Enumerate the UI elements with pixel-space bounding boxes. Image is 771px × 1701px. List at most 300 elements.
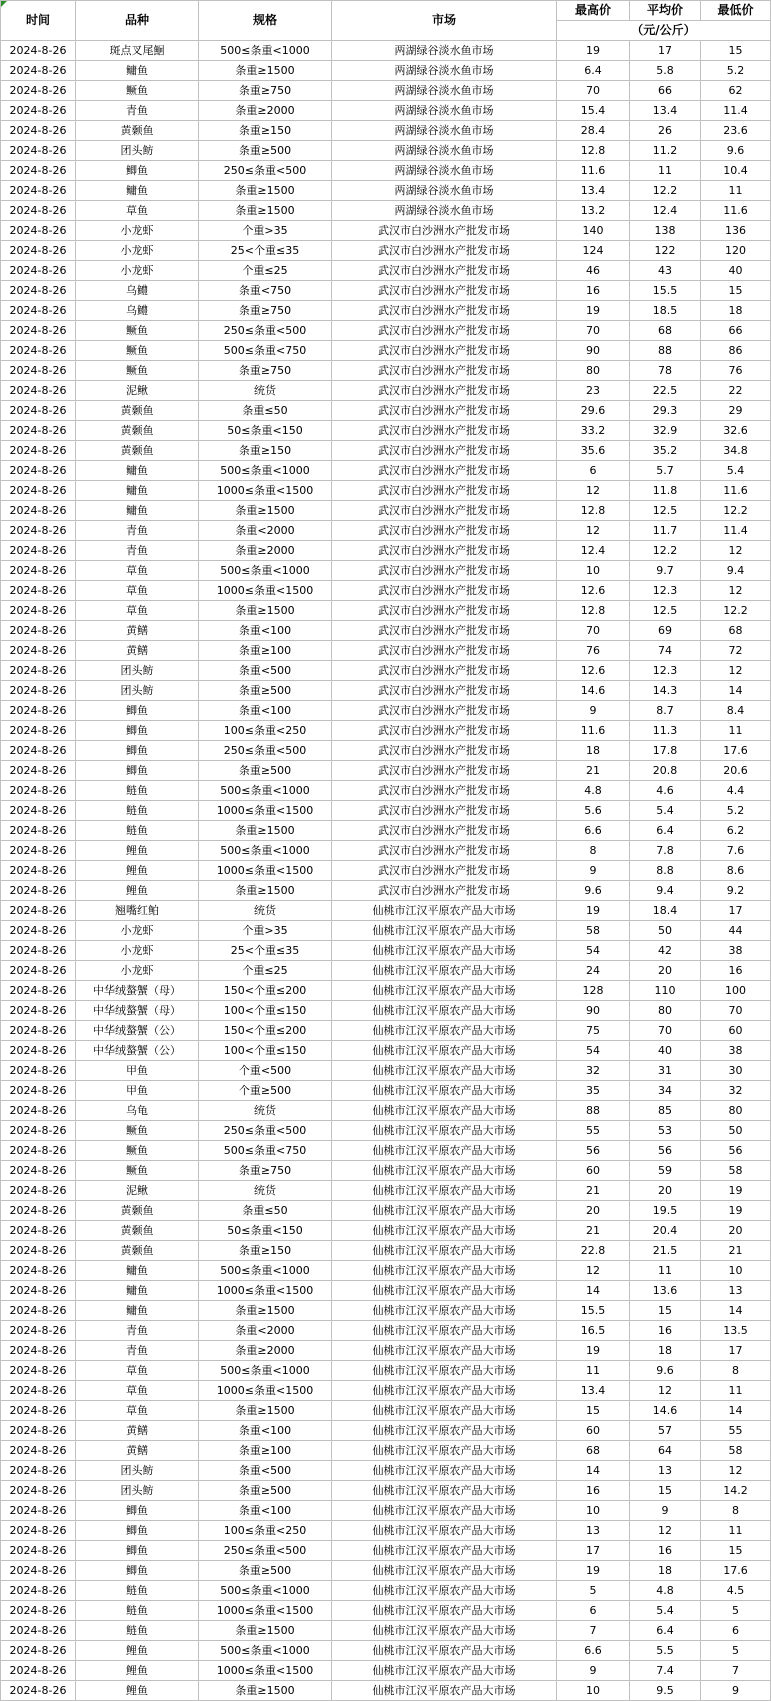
cell-avg-price: 138: [630, 221, 701, 241]
cell-variety: 小龙虾: [76, 261, 199, 281]
cell-min-price: 11: [701, 721, 771, 741]
cell-avg-price: 110: [630, 981, 701, 1001]
cell-market: 仙桃市江汉平原农产品大市场: [332, 1641, 557, 1661]
cell-min-price: 8: [701, 1501, 771, 1521]
cell-avg-price: 9.7: [630, 561, 701, 581]
cell-avg-price: 18: [630, 1341, 701, 1361]
cell-min-price: 14: [701, 1401, 771, 1421]
cell-variety: 中华绒螯蟹（母）: [76, 981, 199, 1001]
cell-time: 2024-8-26: [1, 1061, 76, 1081]
cell-variety: 鳜鱼: [76, 1141, 199, 1161]
cell-time: 2024-8-26: [1, 261, 76, 281]
table-row: [1, 741, 771, 761]
cell-avg-price: 15: [630, 1481, 701, 1501]
cell-max-price: 6.6: [557, 821, 630, 841]
cell-variety: 草鱼: [76, 201, 199, 221]
cell-time: 2024-8-26: [1, 161, 76, 181]
cell-market: 武汉市白沙洲水产批发市场: [332, 761, 557, 781]
cell-time: 2024-8-26: [1, 561, 76, 581]
cell-min-price: 68: [701, 621, 771, 641]
cell-time: 2024-8-26: [1, 801, 76, 821]
cell-avg-price: 68: [630, 321, 701, 341]
cell-avg-price: 26: [630, 121, 701, 141]
cell-time: 2024-8-26: [1, 1141, 76, 1161]
cell-spec: 500≤条重<1000: [199, 461, 332, 481]
cell-market: 仙桃市江汉平原农产品大市场: [332, 1101, 557, 1121]
cell-variety: 草鱼: [76, 1401, 199, 1421]
cell-time: 2024-8-26: [1, 1681, 76, 1701]
cell-spec: 条重<500: [199, 661, 332, 681]
cell-time: 2024-8-26: [1, 81, 76, 101]
table-row: [1, 1421, 771, 1441]
header-row: [1, 1, 771, 21]
cell-market: 仙桃市江汉平原农产品大市场: [332, 1041, 557, 1061]
cell-min-price: 29: [701, 401, 771, 421]
cell-avg-price: 12.2: [630, 181, 701, 201]
header-unit: （元/公斤）: [557, 21, 771, 41]
table-row: [1, 781, 771, 801]
cell-market: 武汉市白沙洲水产批发市场: [332, 241, 557, 261]
table-row: [1, 1161, 771, 1181]
cell-time: 2024-8-26: [1, 201, 76, 221]
cell-spec: 条重<2000: [199, 1321, 332, 1341]
cell-min-price: 8.6: [701, 861, 771, 881]
cell-market: 武汉市白沙洲水产批发市场: [332, 461, 557, 481]
cell-avg-price: 8.8: [630, 861, 701, 881]
cell-time: 2024-8-26: [1, 1221, 76, 1241]
table-row: [1, 361, 771, 381]
table-row: [1, 1121, 771, 1141]
cell-min-price: 10.4: [701, 161, 771, 181]
table-row: [1, 501, 771, 521]
cell-min-price: 23.6: [701, 121, 771, 141]
table-row: [1, 61, 771, 81]
cell-min-price: 18: [701, 301, 771, 321]
cell-spec: 150<个重≤200: [199, 1021, 332, 1041]
table-row: [1, 1101, 771, 1121]
cell-variety: 鳙鱼: [76, 461, 199, 481]
cell-min-price: 13: [701, 1281, 771, 1301]
cell-min-price: 40: [701, 261, 771, 281]
cell-max-price: 88: [557, 1101, 630, 1121]
table-row: [1, 961, 771, 981]
cell-avg-price: 40: [630, 1041, 701, 1061]
cell-time: 2024-8-26: [1, 1661, 76, 1681]
cell-max-price: 13.2: [557, 201, 630, 221]
cell-variety: 鳙鱼: [76, 1301, 199, 1321]
cell-variety: 泥鳅: [76, 381, 199, 401]
cell-time: 2024-8-26: [1, 361, 76, 381]
table-row: [1, 401, 771, 421]
cell-min-price: 12: [701, 661, 771, 681]
cell-avg-price: 85: [630, 1101, 701, 1121]
cell-variety: 鲫鱼: [76, 1561, 199, 1581]
cell-min-price: 9.2: [701, 881, 771, 901]
cell-spec: 条重≥750: [199, 1161, 332, 1181]
cell-avg-price: 22.5: [630, 381, 701, 401]
cell-time: 2024-8-26: [1, 1361, 76, 1381]
cell-max-price: 19: [557, 901, 630, 921]
cell-min-price: 72: [701, 641, 771, 661]
cell-variety: 黄颡鱼: [76, 121, 199, 141]
cell-avg-price: 31: [630, 1061, 701, 1081]
cell-variety: 草鱼: [76, 1361, 199, 1381]
cell-max-price: 10: [557, 1501, 630, 1521]
cell-spec: 100<个重≤150: [199, 1001, 332, 1021]
cell-variety: 黄鳝: [76, 1421, 199, 1441]
cell-spec: 条重≥1500: [199, 501, 332, 521]
cell-max-price: 9: [557, 861, 630, 881]
cell-variety: 泥鳅: [76, 1181, 199, 1201]
cell-avg-price: 5.4: [630, 1601, 701, 1621]
cell-avg-price: 17.8: [630, 741, 701, 761]
cell-max-price: 19: [557, 1341, 630, 1361]
cell-spec: 统货: [199, 1101, 332, 1121]
table-row: [1, 41, 771, 61]
cell-time: 2024-8-26: [1, 601, 76, 621]
cell-time: 2024-8-26: [1, 1041, 76, 1061]
cell-time: 2024-8-26: [1, 121, 76, 141]
cell-market: 仙桃市江汉平原农产品大市场: [332, 1181, 557, 1201]
cell-time: 2024-8-26: [1, 221, 76, 241]
cell-max-price: 46: [557, 261, 630, 281]
cell-min-price: 30: [701, 1061, 771, 1081]
cell-max-price: 54: [557, 941, 630, 961]
cell-variety: 青鱼: [76, 521, 199, 541]
cell-time: 2024-8-26: [1, 921, 76, 941]
cell-spec: 条重≥750: [199, 81, 332, 101]
cell-time: 2024-8-26: [1, 861, 76, 881]
cell-market: 仙桃市江汉平原农产品大市场: [332, 921, 557, 941]
cell-market: 仙桃市江汉平原农产品大市场: [332, 1161, 557, 1181]
cell-variety: 鳙鱼: [76, 61, 199, 81]
table-row: [1, 301, 771, 321]
cell-variety: 鲫鱼: [76, 1501, 199, 1521]
table-row: [1, 341, 771, 361]
cell-min-price: 80: [701, 1101, 771, 1121]
cell-avg-price: 5.4: [630, 801, 701, 821]
cell-market: 两湖绿谷淡水鱼市场: [332, 61, 557, 81]
table-row: [1, 1441, 771, 1461]
cell-min-price: 11.4: [701, 101, 771, 121]
cell-variety: 鲫鱼: [76, 701, 199, 721]
cell-variety: 鳜鱼: [76, 1121, 199, 1141]
cell-variety: 黄颡鱼: [76, 1221, 199, 1241]
cell-market: 武汉市白沙洲水产批发市场: [332, 781, 557, 801]
cell-spec: 条重≥1500: [199, 821, 332, 841]
cell-max-price: 20: [557, 1201, 630, 1221]
cell-spec: 条重≤50: [199, 1201, 332, 1221]
cell-avg-price: 12: [630, 1381, 701, 1401]
cell-avg-price: 18.5: [630, 301, 701, 321]
cell-variety: 甲鱼: [76, 1061, 199, 1081]
cell-spec: 条重<100: [199, 621, 332, 641]
cell-max-price: 15.4: [557, 101, 630, 121]
cell-market: 武汉市白沙洲水产批发市场: [332, 261, 557, 281]
cell-max-price: 68: [557, 1441, 630, 1461]
cell-variety: 甲鱼: [76, 1081, 199, 1101]
cell-avg-price: 29.3: [630, 401, 701, 421]
cell-min-price: 120: [701, 241, 771, 261]
cell-min-price: 12: [701, 1461, 771, 1481]
cell-spec: 条重≥1500: [199, 1401, 332, 1421]
cell-avg-price: 6.4: [630, 1621, 701, 1641]
cell-market: 仙桃市江汉平原农产品大市场: [332, 1201, 557, 1221]
cell-time: 2024-8-26: [1, 41, 76, 61]
cell-avg-price: 59: [630, 1161, 701, 1181]
cell-avg-price: 78: [630, 361, 701, 381]
cell-variety: 黄鳝: [76, 621, 199, 641]
cell-time: 2024-8-26: [1, 581, 76, 601]
table-row: [1, 541, 771, 561]
cell-avg-price: 42: [630, 941, 701, 961]
cell-market: 仙桃市江汉平原农产品大市场: [332, 1341, 557, 1361]
cell-variety: 鲢鱼: [76, 1601, 199, 1621]
table-row: [1, 581, 771, 601]
cell-market: 仙桃市江汉平原农产品大市场: [332, 961, 557, 981]
table-row: [1, 621, 771, 641]
cell-time: 2024-8-26: [1, 481, 76, 501]
cell-max-price: 32: [557, 1061, 630, 1081]
cell-market: 武汉市白沙洲水产批发市场: [332, 281, 557, 301]
cell-time: 2024-8-26: [1, 1201, 76, 1221]
cell-variety: 黄颡鱼: [76, 441, 199, 461]
cell-max-price: 19: [557, 301, 630, 321]
cell-spec: 500≤条重<1000: [199, 1581, 332, 1601]
cell-min-price: 12: [701, 581, 771, 601]
cell-min-price: 5: [701, 1601, 771, 1621]
table-row: [1, 221, 771, 241]
cell-min-price: 13.5: [701, 1321, 771, 1341]
cell-spec: 条重≥150: [199, 1241, 332, 1261]
cell-spec: 个重≥500: [199, 1081, 332, 1101]
cell-spec: 250≤条重<500: [199, 741, 332, 761]
cell-avg-price: 56: [630, 1141, 701, 1161]
cell-spec: 1000≤条重<1500: [199, 581, 332, 601]
cell-variety: 团头鲂: [76, 141, 199, 161]
cell-spec: 条重≥100: [199, 641, 332, 661]
cell-time: 2024-8-26: [1, 1561, 76, 1581]
table-row: [1, 1261, 771, 1281]
cell-avg-price: 43: [630, 261, 701, 281]
cell-min-price: 21: [701, 1241, 771, 1261]
cell-avg-price: 11.7: [630, 521, 701, 541]
cell-time: 2024-8-26: [1, 1241, 76, 1261]
cell-market: 武汉市白沙洲水产批发市场: [332, 701, 557, 721]
cell-max-price: 35: [557, 1081, 630, 1101]
cell-avg-price: 53: [630, 1121, 701, 1141]
cell-max-price: 9: [557, 1661, 630, 1681]
cell-max-price: 90: [557, 341, 630, 361]
cell-market: 仙桃市江汉平原农产品大市场: [332, 1501, 557, 1521]
cell-min-price: 56: [701, 1141, 771, 1161]
cell-time: 2024-8-26: [1, 441, 76, 461]
cell-min-price: 15: [701, 41, 771, 61]
table-row: [1, 1361, 771, 1381]
cell-spec: 条重≥150: [199, 441, 332, 461]
cell-min-price: 22: [701, 381, 771, 401]
cell-variety: 鲫鱼: [76, 721, 199, 741]
cell-variety: 乌鳢: [76, 301, 199, 321]
cell-market: 仙桃市江汉平原农产品大市场: [332, 1421, 557, 1441]
cell-market: 仙桃市江汉平原农产品大市场: [332, 1021, 557, 1041]
cell-max-price: 140: [557, 221, 630, 241]
cell-market: 两湖绿谷淡水鱼市场: [332, 41, 557, 61]
cell-min-price: 12.2: [701, 601, 771, 621]
cell-min-price: 17: [701, 901, 771, 921]
cell-max-price: 6.4: [557, 61, 630, 81]
cell-variety: 草鱼: [76, 581, 199, 601]
cell-market: 仙桃市江汉平原农产品大市场: [332, 1601, 557, 1621]
cell-spec: 条重≥750: [199, 361, 332, 381]
cell-max-price: 19: [557, 1561, 630, 1581]
cell-spec: 500≤条重<1000: [199, 1361, 332, 1381]
cell-market: 仙桃市江汉平原农产品大市场: [332, 1481, 557, 1501]
cell-spec: 条重≥2000: [199, 541, 332, 561]
cell-variety: 鳙鱼: [76, 1281, 199, 1301]
table-row: [1, 981, 771, 1001]
cell-variety: 黄颡鱼: [76, 401, 199, 421]
cell-market: 仙桃市江汉平原农产品大市场: [332, 1221, 557, 1241]
cell-max-price: 6: [557, 1601, 630, 1621]
cell-min-price: 136: [701, 221, 771, 241]
table-row: [1, 1301, 771, 1321]
cell-max-price: 6: [557, 461, 630, 481]
cell-max-price: 12: [557, 521, 630, 541]
cell-spec: 条重≥1500: [199, 1621, 332, 1641]
cell-min-price: 20: [701, 1221, 771, 1241]
cell-variety: 乌鳢: [76, 281, 199, 301]
cell-spec: 500≤条重<1000: [199, 781, 332, 801]
table-row: [1, 641, 771, 661]
cell-avg-price: 11: [630, 161, 701, 181]
cell-time: 2024-8-26: [1, 381, 76, 401]
table-row: [1, 661, 771, 681]
cell-time: 2024-8-26: [1, 1641, 76, 1661]
cell-max-price: 13.4: [557, 181, 630, 201]
cell-time: 2024-8-26: [1, 781, 76, 801]
cell-time: 2024-8-26: [1, 421, 76, 441]
cell-spec: 统货: [199, 1181, 332, 1201]
cell-time: 2024-8-26: [1, 461, 76, 481]
cell-variety: 团头鲂: [76, 661, 199, 681]
cell-variety: 团头鲂: [76, 1481, 199, 1501]
cell-min-price: 17: [701, 1341, 771, 1361]
cell-min-price: 50: [701, 1121, 771, 1141]
cell-max-price: 70: [557, 81, 630, 101]
cell-market: 仙桃市江汉平原农产品大市场: [332, 1061, 557, 1081]
cell-market: 武汉市白沙洲水产批发市场: [332, 481, 557, 501]
cell-min-price: 38: [701, 941, 771, 961]
cell-spec: 25<个重≤35: [199, 241, 332, 261]
cell-avg-price: 7.4: [630, 1661, 701, 1681]
cell-min-price: 4.4: [701, 781, 771, 801]
cell-avg-price: 15: [630, 1301, 701, 1321]
cell-max-price: 4.8: [557, 781, 630, 801]
cell-spec: 250≤条重<500: [199, 1541, 332, 1561]
cell-market: 武汉市白沙洲水产批发市场: [332, 301, 557, 321]
cell-avg-price: 70: [630, 1021, 701, 1041]
cell-avg-price: 16: [630, 1321, 701, 1341]
cell-min-price: 10: [701, 1261, 771, 1281]
cell-market: 武汉市白沙洲水产批发市场: [332, 681, 557, 701]
cell-spec: 500≤条重<1000: [199, 561, 332, 581]
cell-avg-price: 57: [630, 1421, 701, 1441]
cell-market: 武汉市白沙洲水产批发市场: [332, 381, 557, 401]
cell-market: 武汉市白沙洲水产批发市场: [332, 581, 557, 601]
cell-max-price: 12.6: [557, 581, 630, 601]
table-row: [1, 1281, 771, 1301]
cell-variety: 鳙鱼: [76, 1261, 199, 1281]
cell-variety: 鲫鱼: [76, 1541, 199, 1561]
cell-min-price: 62: [701, 81, 771, 101]
cell-time: 2024-8-26: [1, 1161, 76, 1181]
cell-min-price: 7: [701, 1661, 771, 1681]
cell-time: 2024-8-26: [1, 1281, 76, 1301]
cell-time: 2024-8-26: [1, 1601, 76, 1621]
cell-min-price: 11.4: [701, 521, 771, 541]
cell-market: 武汉市白沙洲水产批发市场: [332, 361, 557, 381]
cell-spec: 500≤条重<1000: [199, 1641, 332, 1661]
cell-market: 仙桃市江汉平原农产品大市场: [332, 1321, 557, 1341]
cell-market: 仙桃市江汉平原农产品大市场: [332, 1081, 557, 1101]
cell-max-price: 14.6: [557, 681, 630, 701]
cell-variety: 青鱼: [76, 101, 199, 121]
cell-spec: 条重≥1500: [199, 181, 332, 201]
cell-market: 武汉市白沙洲水产批发市场: [332, 861, 557, 881]
cell-spec: 100≤条重<250: [199, 1521, 332, 1541]
cell-avg-price: 8.7: [630, 701, 701, 721]
cell-min-price: 11: [701, 1521, 771, 1541]
table-row: [1, 241, 771, 261]
cell-max-price: 23: [557, 381, 630, 401]
cell-market: 仙桃市江汉平原农产品大市场: [332, 1461, 557, 1481]
header-market: 市场: [332, 1, 557, 41]
cell-min-price: 66: [701, 321, 771, 341]
cell-spec: 100≤条重<250: [199, 721, 332, 741]
cell-variety: 青鱼: [76, 1341, 199, 1361]
cell-spec: 条重<500: [199, 1461, 332, 1481]
cell-variety: 鳜鱼: [76, 361, 199, 381]
cell-avg-price: 14.6: [630, 1401, 701, 1421]
cell-market: 仙桃市江汉平原农产品大市场: [332, 1541, 557, 1561]
table-row: [1, 1041, 771, 1061]
cell-market: 武汉市白沙洲水产批发市场: [332, 881, 557, 901]
cell-time: 2024-8-26: [1, 1541, 76, 1561]
cell-avg-price: 11.3: [630, 721, 701, 741]
cell-spec: 250≤条重<500: [199, 1121, 332, 1141]
cell-market: 两湖绿谷淡水鱼市场: [332, 121, 557, 141]
cell-avg-price: 12.2: [630, 541, 701, 561]
cell-market: 两湖绿谷淡水鱼市场: [332, 161, 557, 181]
cell-avg-price: 18.4: [630, 901, 701, 921]
table-row: [1, 1341, 771, 1361]
cell-time: 2024-8-26: [1, 241, 76, 261]
cell-max-price: 33.2: [557, 421, 630, 441]
cell-time: 2024-8-26: [1, 1101, 76, 1121]
cell-market: 武汉市白沙洲水产批发市场: [332, 341, 557, 361]
cell-variety: 鲤鱼: [76, 841, 199, 861]
cell-avg-price: 35.2: [630, 441, 701, 461]
cell-spec: 条重<100: [199, 1501, 332, 1521]
cell-min-price: 58: [701, 1161, 771, 1181]
cell-min-price: 12.2: [701, 501, 771, 521]
cell-spec: 统货: [199, 901, 332, 921]
cell-max-price: 76: [557, 641, 630, 661]
cell-market: 武汉市白沙洲水产批发市场: [332, 821, 557, 841]
cell-max-price: 24: [557, 961, 630, 981]
cell-max-price: 11.6: [557, 721, 630, 741]
